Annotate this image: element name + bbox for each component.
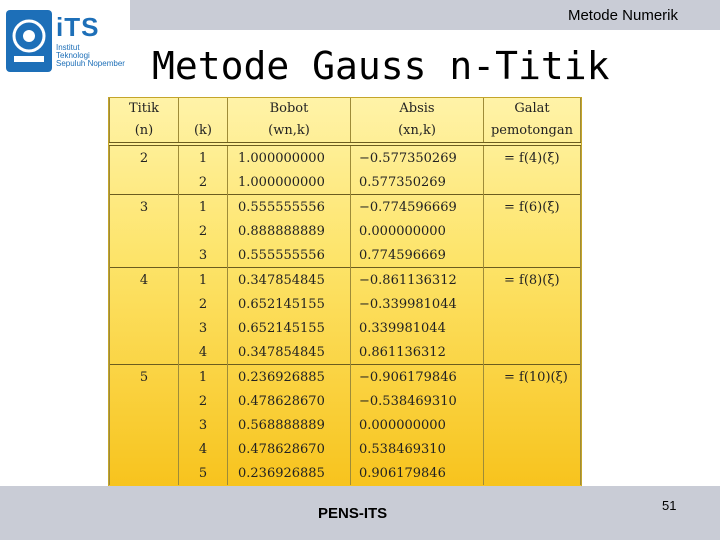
cell-n: [110, 243, 179, 268]
cell-galat: [484, 461, 581, 485]
cell-bobot: 0.347854845: [228, 340, 351, 365]
cell-galat: [484, 219, 581, 243]
cell-absis: −0.577350269: [351, 144, 484, 170]
cell-k: 4: [179, 340, 228, 365]
footer-label: PENS-ITS: [318, 505, 388, 522]
cell-galat: [484, 340, 581, 365]
cell-bobot: 0.236926885: [228, 461, 351, 485]
table-row: [110, 389, 581, 413]
cell-n: 2: [110, 144, 179, 170]
cell-absis: 0.577350269: [351, 170, 484, 195]
table-row: [110, 268, 581, 293]
cell-absis: 0.861136312: [351, 340, 484, 365]
cell-galat: [484, 413, 581, 437]
cell-galat: [484, 437, 581, 461]
cell-k: 2: [179, 219, 228, 243]
cell-bobot: 0.568888889: [228, 413, 351, 437]
table-row: [110, 195, 581, 220]
cell-galat: [484, 170, 581, 195]
cell-bobot: 0.888888889: [228, 219, 351, 243]
cell-bobot: 0.555555556: [228, 243, 351, 268]
cell-absis: 0.906179846: [351, 461, 484, 485]
cell-absis: −0.861136312: [351, 268, 484, 293]
cell-n: 3: [110, 195, 179, 220]
cell-galat: [484, 316, 581, 340]
cell-galat: = f(6)(ξ): [484, 195, 581, 220]
header-blank: [179, 98, 228, 118]
table-row: [110, 316, 581, 340]
header-galat: Galat: [484, 98, 581, 118]
header-n: (n): [110, 118, 179, 144]
cell-k: 1: [179, 195, 228, 220]
cell-bobot: 1.000000000: [228, 170, 351, 195]
cell-absis: 0.538469310: [351, 437, 484, 461]
cell-n: [110, 170, 179, 195]
header-titik: Titik: [110, 98, 179, 118]
cell-k: 5: [179, 461, 228, 485]
its-emblem-icon: [6, 10, 52, 72]
cell-absis: 0.774596669: [351, 243, 484, 268]
table-row: [110, 292, 581, 316]
table-row: [110, 170, 581, 195]
cell-bobot: 0.478628670: [228, 437, 351, 461]
header-absis: Absis: [351, 98, 484, 118]
cell-k: 3: [179, 316, 228, 340]
cell-absis: 0.339981044: [351, 316, 484, 340]
cell-n: [110, 340, 179, 365]
table-row: [110, 413, 581, 437]
gauss-table: [108, 97, 582, 497]
cell-bobot: 0.478628670: [228, 389, 351, 413]
header-pemotongan: pemotongan: [484, 118, 581, 144]
cell-n: [110, 389, 179, 413]
course-title: Metode Numerik: [567, 7, 678, 24]
its-logo: [6, 10, 128, 76]
table-row: [110, 243, 581, 268]
cell-galat: = f(8)(ξ): [484, 268, 581, 293]
cell-bobot: 0.236926885: [228, 365, 351, 390]
cell-k: 4: [179, 437, 228, 461]
cell-absis: −0.339981044: [351, 292, 484, 316]
top-bar: [130, 0, 720, 30]
cell-k: 1: [179, 365, 228, 390]
logo-name: iTS: [56, 12, 100, 42]
cell-bobot: 0.652145155: [228, 316, 351, 340]
cell-bobot: 0.555555556: [228, 195, 351, 220]
table-row: [110, 437, 581, 461]
cell-n: [110, 292, 179, 316]
cell-n: 5: [110, 365, 179, 390]
cell-absis: 0.000000000: [351, 413, 484, 437]
cell-n: [110, 461, 179, 485]
cell-k: 1: [179, 144, 228, 170]
header-x: (xn,k): [351, 118, 484, 144]
cell-k: 1: [179, 268, 228, 293]
table-row: [110, 219, 581, 243]
header-k: (k): [179, 118, 228, 144]
table-row: [110, 144, 581, 170]
cell-n: [110, 219, 179, 243]
table-row: [110, 365, 581, 390]
cell-n: 4: [110, 268, 179, 293]
cell-bobot: 1.000000000: [228, 144, 351, 170]
table-row: [110, 461, 581, 485]
cell-k: 2: [179, 170, 228, 195]
cell-galat: = f(10)(ξ): [484, 365, 581, 390]
cell-galat: [484, 292, 581, 316]
cell-k: 3: [179, 413, 228, 437]
cell-absis: −0.538469310: [351, 389, 484, 413]
cell-n: [110, 413, 179, 437]
page-number: 51: [662, 498, 677, 513]
table-row: [110, 340, 581, 365]
cell-n: [110, 316, 179, 340]
cell-k: 3: [179, 243, 228, 268]
cell-galat: [484, 389, 581, 413]
cell-galat: = f(4)(ξ): [484, 144, 581, 170]
cell-galat: [484, 243, 581, 268]
slide-title: Metode Gauss n-Titik: [152, 44, 610, 88]
header-w: (wn,k): [228, 118, 351, 144]
cell-k: 2: [179, 389, 228, 413]
cell-absis: 0.000000000: [351, 219, 484, 243]
cell-bobot: 0.652145155: [228, 292, 351, 316]
cell-absis: −0.906179846: [351, 365, 484, 390]
cell-absis: −0.774596669: [351, 195, 484, 220]
footer-bar: [0, 486, 720, 540]
header-bobot: Bobot: [228, 98, 351, 118]
cell-n: [110, 437, 179, 461]
cell-k: 2: [179, 292, 228, 316]
cell-bobot: 0.347854845: [228, 268, 351, 293]
logo-subtitle: Institut Teknologi Sepuluh Nopember: [56, 43, 125, 68]
